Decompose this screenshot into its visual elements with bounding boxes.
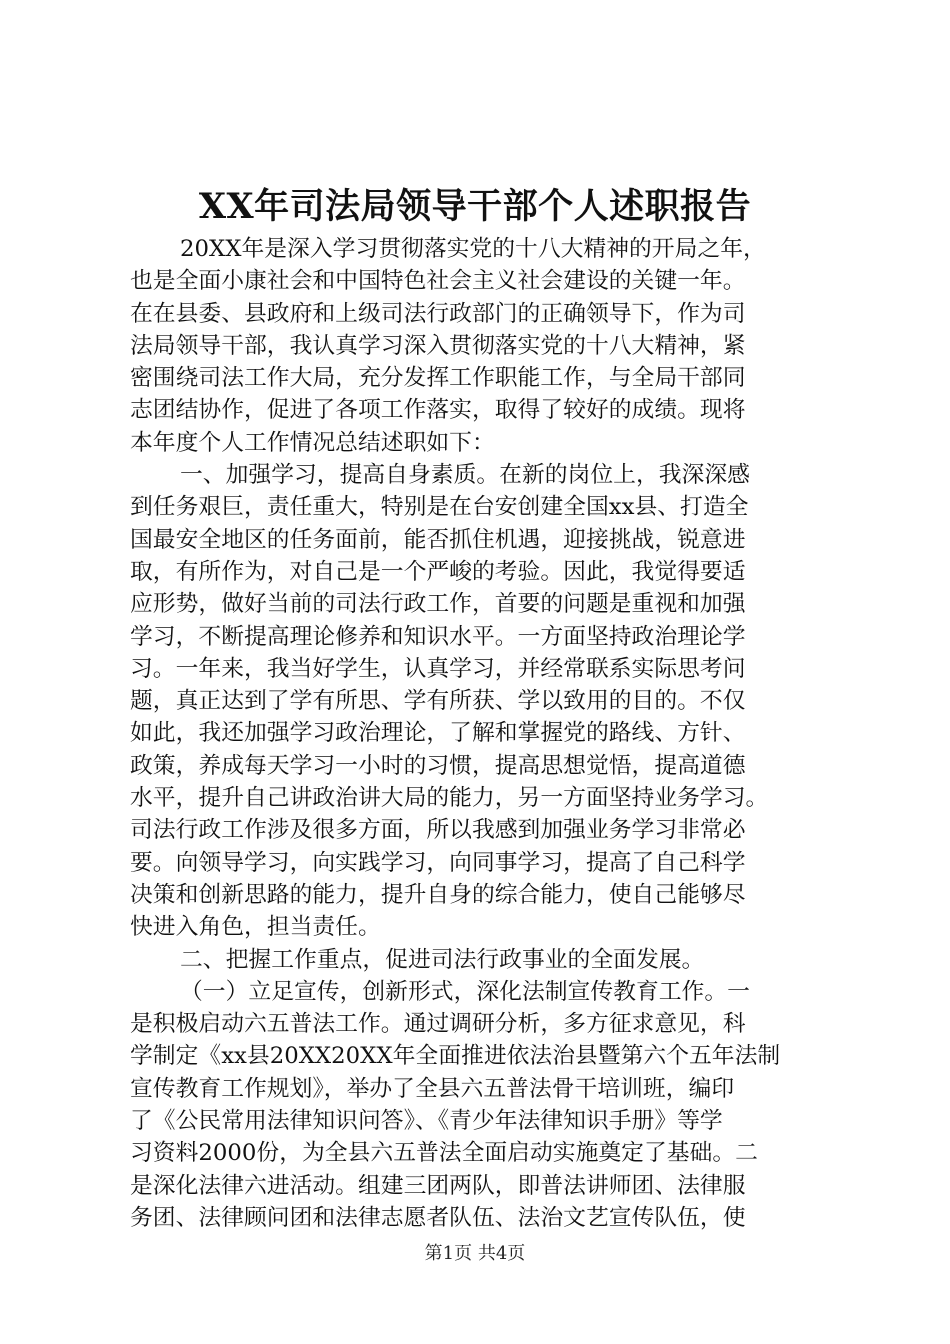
text-line: 20XX年是深入学习贯彻落实党的十八大精神的开局之年， bbox=[180, 236, 766, 262]
text-line: 宣传教育工作规划》，举办了全县六五普法骨干培训班，编印 bbox=[130, 1075, 735, 1102]
text-line: 学习，不断提高理论修养和知识水平。一方面坚持政治理论学 bbox=[130, 623, 746, 650]
text-line: 学制定《xx县20XX20XX年全面推进依法治县暨第六个五年法制 bbox=[130, 1043, 781, 1070]
text-line: 也是全面小康社会和中国特色社会主义社会建设的关键一年。 bbox=[130, 268, 746, 295]
page-footer: 第1页 共4页 bbox=[424, 1243, 526, 1264]
text-line: 习资料2000份，为全县六五普法全面启动实施奠定了基础。二 bbox=[130, 1140, 758, 1167]
text-line: 志团结协作，促进了各项工作落实，取得了较好的成绩。现将 bbox=[130, 397, 746, 424]
text-line: 政策，养成每天学习一小时的习惯，提高思想觉悟，提高道德 bbox=[130, 752, 746, 779]
text-line: 如此，我还加强学习政治理论，了解和掌握党的路线、方针、 bbox=[130, 720, 746, 747]
text-line: 取，有所作为，对自己是一个严峻的考验。因此，我觉得要适 bbox=[130, 558, 746, 585]
text-line: 法局领导干部，我认真学习深入贯彻落实党的十八大精神，紧 bbox=[130, 332, 746, 359]
text-line: 是深化法律六进活动。组建三团两队，即普法讲师团、法律服 bbox=[130, 1172, 746, 1199]
text-line: 是积极启动六五普法工作。通过调研分析，多方征求意见，科 bbox=[130, 1011, 746, 1038]
text-line: 司法行政工作涉及很多方面，所以我感到加强业务学习非常必 bbox=[130, 817, 746, 844]
text-line: 决策和创新思路的能力，提升自身的综合能力，使自己能够尽 bbox=[130, 881, 746, 908]
text-line: 本年度个人工作情况总结述职如下： bbox=[130, 429, 495, 456]
text-line: 习。一年来，我当好学生，认真学习，并经常联系实际思考问 bbox=[130, 655, 746, 682]
text-line: 应形势，做好当前的司法行政工作，首要的问题是重视和加强 bbox=[130, 591, 746, 618]
text-line: 题，真正达到了学有所思、学有所获、学以致用的目的。不仅 bbox=[130, 688, 746, 715]
text-line: 务团、法律顾问团和法律志愿者队伍、法治文艺宣传队伍，使 bbox=[130, 1204, 746, 1231]
text-line: 了《公民常用法律知识问答》、《青少年法律知识手册》等学 bbox=[130, 1108, 723, 1135]
text-line: 二、把握工作重点，促进司法行政事业的全面发展。 bbox=[180, 946, 705, 973]
document-body bbox=[130, 233, 830, 1234]
text-line: 快进入角色，担当责任。 bbox=[130, 914, 381, 941]
text-line: 在在县委、县政府和上级司法行政部门的正确领导下，作为司 bbox=[130, 300, 746, 327]
text-line: 密围绕司法工作大局，充分发挥工作职能工作，与全局干部同 bbox=[130, 365, 746, 392]
text-line: （一）立足宣传，创新形式，深化法制宣传教育工作。一 bbox=[180, 978, 750, 1005]
text-line: 一、加强学习，提高自身素质。在新的岗位上，我深深感 bbox=[180, 462, 750, 489]
text-line: 到任务艰巨，责任重大，特别是在台安创建全国xx县、打造全 bbox=[130, 494, 749, 521]
document-title: XX年司法局领导干部个人述职报告 bbox=[198, 186, 752, 227]
text-line: 国最安全地区的任务面前，能否抓住机遇，迎接挑战，锐意进 bbox=[130, 526, 746, 553]
text-line: 要。向领导学习，向实践学习，向同事学习，提高了自己科学 bbox=[130, 849, 746, 876]
text-line: 水平，提升自己讲政治讲大局的能力，另一方面坚持业务学习。 bbox=[130, 785, 769, 812]
